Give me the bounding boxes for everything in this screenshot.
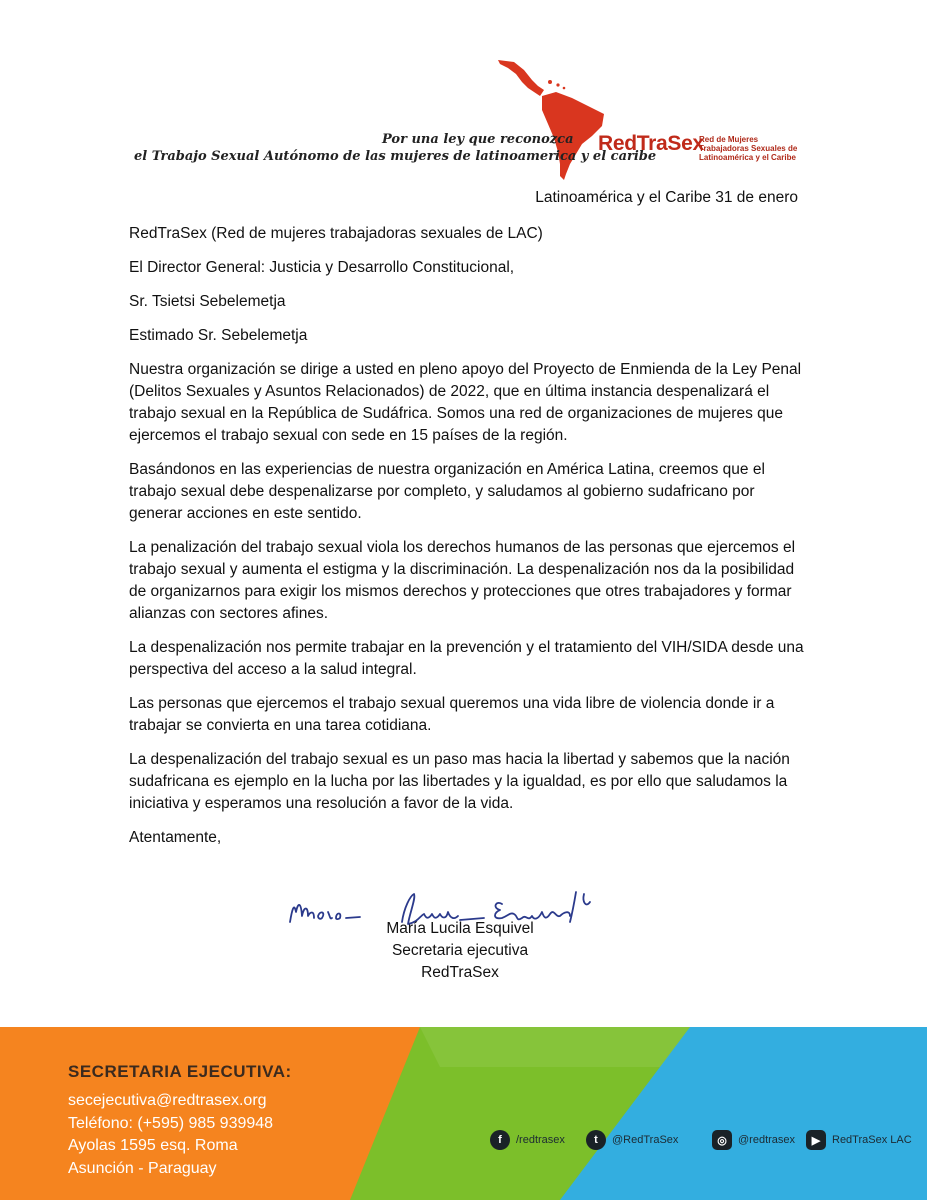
paragraph: La despenalización nos permite trabajar en la prevención y el tratamiento del VIH/SIDA desde una perspectiva del acceso a la salud integral. <box>129 639 804 678</box>
footer-phone: Teléfono: (+595) 985 939948 <box>68 1114 274 1132</box>
footer-city: Asunción - Paraguay <box>68 1159 217 1177</box>
paragraph: Nuestra organización se dirige a usted en pleno apoyo del Proyecto de Enmienda de la Ley Penal (Delitos Sexuales y Asuntos Relacionados) de 2022, que en última instancia despenalizará el trabajo sexual en la República de Sudáfrica. Somos una red de organizaciones de mujeres que ejercemos el trabajo sexual con sede en 15 países de la región. <box>129 361 802 444</box>
slogan-line-1: Por una ley que reconozca <box>382 132 574 147</box>
instagram-icon: ◎ <box>712 1130 732 1150</box>
closing: Atentamente, <box>129 829 222 846</box>
social-facebook[interactable] <box>490 1130 565 1150</box>
signer-name: María Lucila Esquivel <box>386 920 534 937</box>
signer-org: RedTraSex <box>421 964 499 981</box>
social-youtube[interactable] <box>806 1130 912 1150</box>
paragraph: Basándonos en las experiencias de nuestra organización en América Latina, creemos que el trabajo sexual debe despenalizarse por completo, y saludamos al gobierno sudafricano por generar acciones en este sentido. <box>129 461 765 522</box>
logo-tagline: Red de Mujeres Trabajadoras Sexuales de Latinoamérica y el Caribe <box>699 135 798 162</box>
slogan-line-2: el Trabajo Sexual Autónomo de las mujeres de latinoamerica y el caribe <box>134 149 657 164</box>
salutation: Estimado Sr. Sebelemetja <box>129 327 308 344</box>
paragraph: Las personas que ejercemos el trabajo sexual queremos una vida libre de violencia donde ir a trabajar se convierta en una tarea cotidiana. <box>129 695 775 734</box>
facebook-icon: f <box>490 1130 510 1150</box>
letter-body <box>129 223 809 861</box>
sender-line: RedTraSex (Red de mujeres trabajadoras sexuales de LAC) <box>129 225 543 242</box>
instagram-handle: @redtrasex <box>738 1134 796 1146</box>
footer-contact <box>68 1062 292 1180</box>
paragraph: La despenalización del trabajo sexual es un paso mas hacia la libertad y sabemos que la nación sudafricana es ejemplo en la lucha por las libertades y la igualdad, es por ello que saludamos la iniciativa y esperamos una resolución a favor de la vida. <box>129 751 790 812</box>
footer-title: SECRETARIA EJECUTIVA: <box>68 1062 292 1081</box>
logo-name: RedTraSex <box>598 132 704 155</box>
social-instagram[interactable] <box>712 1130 795 1150</box>
facebook-handle: /redtrasex <box>516 1134 565 1146</box>
signature-block <box>360 918 560 984</box>
twitter-icon: t <box>586 1130 606 1150</box>
youtube-handle: RedTraSex LAC <box>832 1134 912 1146</box>
twitter-handle: @RedTraSex <box>612 1134 679 1146</box>
recipient-title: El Director General: Justicia y Desarrollo Constitucional, <box>129 259 515 276</box>
footer-email[interactable]: secejecutiva@redtrasex.org <box>68 1092 267 1109</box>
youtube-icon: ▶ <box>806 1130 826 1150</box>
social-twitter[interactable] <box>586 1130 678 1150</box>
recipient-name: Sr. Tsietsi Sebelemetja <box>129 293 286 310</box>
dateline: Latinoamérica y el Caribe 31 de enero <box>535 189 798 206</box>
signer-role: Secretaria ejecutiva <box>391 942 529 959</box>
paragraph: La penalización del trabajo sexual viola los derechos humanos de las personas que ejercemos el trabajo sexual y aumenta el estigma y la discriminación. La despenalización nos da la posibilidad de organizarnos para exigir los mismos derechos y protecciones que otres trabajadores y formar alianzas con sectores afines. <box>129 539 796 622</box>
footer-address: Ayolas 1595 esq. Roma <box>68 1137 238 1154</box>
